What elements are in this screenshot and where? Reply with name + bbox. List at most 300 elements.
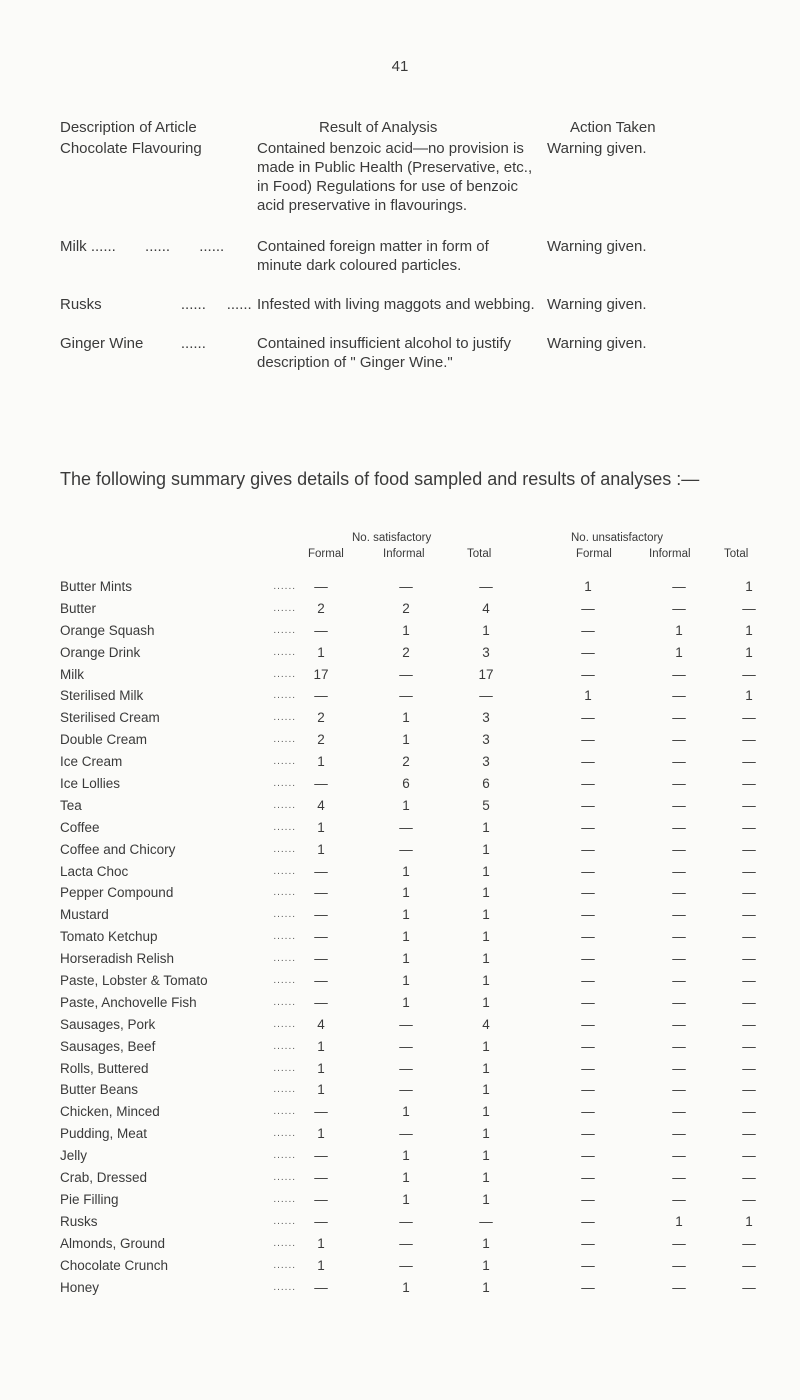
table-cell: — xyxy=(314,1191,328,1207)
table-cell: — xyxy=(581,1279,595,1295)
page-number: 41 xyxy=(391,58,409,75)
table-cell: — xyxy=(314,863,328,879)
dot-leader: ...... xyxy=(273,865,296,877)
dot-leader: ...... xyxy=(273,1040,296,1052)
table-cell: — xyxy=(581,1257,595,1273)
food-item-name: Horseradish Relish xyxy=(60,951,175,967)
table-cell: — xyxy=(672,929,686,945)
dot-leader: ...... xyxy=(273,1106,296,1118)
table-cell: — xyxy=(672,1104,686,1120)
dot-leader: ...... xyxy=(273,1150,296,1162)
table-cell: — xyxy=(581,776,595,792)
satisfactory-header: No. satisfactory xyxy=(352,532,432,544)
table-cell: — xyxy=(399,1038,413,1054)
table-cell: — xyxy=(581,644,595,660)
table-cell: — xyxy=(742,1082,756,1098)
table-row xyxy=(60,817,756,839)
table-cell: — xyxy=(314,1279,328,1295)
table-cell: 1 xyxy=(482,1170,490,1186)
analysis-header-row xyxy=(60,118,740,137)
table-cell: — xyxy=(581,1213,595,1229)
table-cell: 1 xyxy=(402,994,410,1010)
table-cell: 1 xyxy=(584,688,592,704)
food-item-name: Chocolate Crunch xyxy=(60,1257,169,1273)
dot-leader: ...... xyxy=(273,953,296,965)
table-row xyxy=(60,839,756,861)
dot-leader: ...... xyxy=(273,602,296,614)
table-cell: 1 xyxy=(402,951,410,967)
table-cell: — xyxy=(742,1104,756,1120)
analysis-result: Contained insufficient alcohol to justify description of " Ginger Wine." xyxy=(257,335,512,371)
table-cell: — xyxy=(742,929,756,945)
table-cell: 1 xyxy=(317,1060,325,1076)
table-cell: 1 xyxy=(675,1213,683,1229)
table-row xyxy=(60,1014,756,1036)
table-cell: — xyxy=(581,1082,595,1098)
dot-leader: ...... xyxy=(273,821,296,833)
analysis-result: Contained foreign matter in form of minute dark coloured particles. xyxy=(257,238,489,274)
dot-leader: ...... xyxy=(273,1062,296,1074)
table-row xyxy=(60,1233,756,1255)
table-cell: — xyxy=(581,863,595,879)
table-cell: 3 xyxy=(482,754,490,770)
dot-leader: ...... xyxy=(273,690,296,702)
table-cell: 1 xyxy=(482,1082,490,1098)
dot-leader: ...... xyxy=(273,1281,296,1293)
table-cell: 4 xyxy=(317,1016,325,1032)
table-cell: 1 xyxy=(317,1257,325,1273)
food-item-name: Ice Lollies xyxy=(60,776,121,792)
food-item-name: Crab, Dressed xyxy=(60,1170,148,1186)
table-cell: 1 xyxy=(482,841,490,857)
analysis-result: Contained benzoic acid—no provision is made in Public Health (Preservative, etc., in Food) Regulations for use of benzoic acid preservative in flavourings. xyxy=(257,140,533,214)
table-cell: — xyxy=(314,1148,328,1164)
table-row xyxy=(60,1036,756,1058)
table-cell: 1 xyxy=(402,885,410,901)
table-row xyxy=(60,970,756,992)
table-cell: — xyxy=(314,1213,328,1229)
table-cell: — xyxy=(581,1235,595,1251)
table-cell: 1 xyxy=(402,973,410,989)
table-row xyxy=(60,1167,756,1189)
table-cell: 1 xyxy=(584,579,592,594)
action-taken: Warning given. xyxy=(547,335,647,352)
table-cell: — xyxy=(742,776,756,792)
table-cell: — xyxy=(581,1126,595,1142)
action-taken: Warning given. xyxy=(547,296,647,313)
food-item-name: Sausages, Pork xyxy=(60,1016,156,1032)
table-cell: — xyxy=(742,1126,756,1142)
table-row xyxy=(60,729,756,751)
table-cell: — xyxy=(672,1235,686,1251)
dot-leader: ...... xyxy=(273,975,296,987)
table-cell: 1 xyxy=(317,644,325,660)
table-cell: — xyxy=(672,754,686,770)
table-cell: — xyxy=(399,1082,413,1098)
table-cell: — xyxy=(742,754,756,770)
table-row xyxy=(60,1211,753,1233)
food-item-name: Mustard xyxy=(60,907,109,923)
table-cell: — xyxy=(581,1016,595,1032)
table-row xyxy=(60,664,756,686)
table-cell: — xyxy=(314,579,328,594)
table-cell: — xyxy=(581,1060,595,1076)
table-cell: — xyxy=(581,885,595,901)
table-cell: 1 xyxy=(482,1257,490,1273)
table-cell: 1 xyxy=(402,863,410,879)
table-cell: — xyxy=(399,1016,413,1032)
table-cell: — xyxy=(672,1257,686,1273)
table-cell: 1 xyxy=(675,622,683,638)
table-cell: — xyxy=(672,951,686,967)
action-header: Action Taken xyxy=(570,119,656,136)
food-item-name: Butter Mints xyxy=(60,579,133,594)
food-item-name: Double Cream xyxy=(60,732,148,748)
table-row xyxy=(60,882,756,904)
food-item-name: Honey xyxy=(60,1279,100,1295)
table-cell: 2 xyxy=(317,732,325,748)
table-row xyxy=(60,773,756,795)
article-name: Rusks ...... ...... xyxy=(60,296,252,313)
table-cell: — xyxy=(742,819,756,835)
food-item-name: Sterilised Milk xyxy=(60,688,144,704)
table-cell: 1 xyxy=(402,1104,410,1120)
table-cell: 1 xyxy=(745,622,753,638)
table-cell: 6 xyxy=(482,776,490,792)
table-row xyxy=(60,598,756,620)
table-cell: — xyxy=(672,732,686,748)
table-cell: — xyxy=(742,885,756,901)
food-item-name: Rusks xyxy=(60,1213,98,1229)
dot-leader: ...... xyxy=(273,799,296,811)
table-cell: 1 xyxy=(482,929,490,945)
food-item-name: Tea xyxy=(60,797,82,813)
table-cell: 1 xyxy=(317,1082,325,1098)
food-item-name: Milk xyxy=(60,666,84,682)
table-cell: 1 xyxy=(317,1126,325,1142)
table-cell: — xyxy=(399,1060,413,1076)
table-row xyxy=(60,751,756,773)
table-cell: 1 xyxy=(482,1060,490,1076)
table-cell: 1 xyxy=(317,1038,325,1054)
table-cell: — xyxy=(479,688,493,704)
table-cell: — xyxy=(672,776,686,792)
table-cell: — xyxy=(742,710,756,726)
column-header: Informal xyxy=(383,548,425,560)
table-cell: 1 xyxy=(482,1104,490,1120)
table-cell: — xyxy=(742,863,756,879)
food-item-name: Orange Drink xyxy=(60,644,141,660)
table-cell: — xyxy=(672,710,686,726)
table-cell: — xyxy=(742,1038,756,1054)
table-cell: — xyxy=(672,841,686,857)
table-cell: 2 xyxy=(317,600,325,616)
table-cell: — xyxy=(581,907,595,923)
table-cell: — xyxy=(672,1060,686,1076)
dot-leader: ...... xyxy=(273,624,296,636)
dot-leader: ...... xyxy=(273,1237,296,1249)
food-item-name: Pepper Compound xyxy=(60,885,174,901)
food-item-name: Tomato Ketchup xyxy=(60,929,158,945)
table-cell: — xyxy=(399,841,413,857)
table-cell: — xyxy=(399,666,413,682)
table-cell: — xyxy=(672,994,686,1010)
table-cell: 4 xyxy=(482,600,490,616)
food-item-name: Sausages, Beef xyxy=(60,1038,156,1054)
article-name: Ginger Wine ...... xyxy=(60,335,206,352)
table-cell: 1 xyxy=(402,1148,410,1164)
dot-leader: ...... xyxy=(273,668,296,680)
table-cell: 1 xyxy=(402,1279,410,1295)
table-cell: 1 xyxy=(402,907,410,923)
table-cell: 3 xyxy=(482,710,490,726)
table-cell: — xyxy=(672,600,686,616)
table-cell: 4 xyxy=(317,797,325,813)
table-cell: 4 xyxy=(482,1016,490,1032)
table-cell: 1 xyxy=(482,885,490,901)
dot-leader: ...... xyxy=(273,887,296,899)
table-cell: — xyxy=(742,666,756,682)
table-cell: 1 xyxy=(745,1213,753,1229)
table-cell: — xyxy=(672,579,686,594)
table-cell: — xyxy=(581,819,595,835)
table-cell: 1 xyxy=(317,754,325,770)
table-row xyxy=(60,685,753,707)
table-cell: — xyxy=(581,622,595,638)
food-item-name: Paste, Anchovelle Fish xyxy=(60,994,197,1010)
table-cell: 2 xyxy=(402,600,410,616)
table-cell: — xyxy=(672,1082,686,1098)
table-cell: — xyxy=(314,951,328,967)
table-cell: — xyxy=(581,1104,595,1120)
table-cell: — xyxy=(399,579,413,594)
table-cell: — xyxy=(742,797,756,813)
table-cell: — xyxy=(672,1279,686,1295)
table-cell: 1 xyxy=(402,797,410,813)
dot-leader: ...... xyxy=(273,909,296,921)
table-cell: 2 xyxy=(402,754,410,770)
food-item-name: Butter xyxy=(60,600,97,616)
table-cell: — xyxy=(672,797,686,813)
table-cell: 1 xyxy=(482,1191,490,1207)
table-cell: 1 xyxy=(745,644,753,660)
table-cell: — xyxy=(314,776,328,792)
table-row xyxy=(60,642,753,664)
dot-leader: ...... xyxy=(273,778,296,790)
table-row xyxy=(60,1101,756,1123)
table-row xyxy=(60,576,753,598)
table-cell: — xyxy=(672,1170,686,1186)
table-cell: — xyxy=(742,1191,756,1207)
food-item-name: Sterilised Cream xyxy=(60,710,160,726)
table-cell: — xyxy=(742,732,756,748)
table-cell: 3 xyxy=(482,732,490,748)
table-cell: 1 xyxy=(402,1191,410,1207)
table-cell: — xyxy=(479,579,493,594)
analysis-row xyxy=(60,334,740,372)
table-cell: — xyxy=(399,1213,413,1229)
table-cell: — xyxy=(581,600,595,616)
summary-intro: The following summary gives details of food sampled and results of analyses :— xyxy=(60,469,700,489)
table-cell: — xyxy=(581,1191,595,1207)
dot-leader: ...... xyxy=(273,1084,296,1096)
table-cell: — xyxy=(581,841,595,857)
table-cell: — xyxy=(742,994,756,1010)
table-cell: 1 xyxy=(482,819,490,835)
dot-leader: ...... xyxy=(273,734,296,746)
table-cell: 5 xyxy=(482,797,490,813)
table-row xyxy=(60,1058,756,1080)
table-cell: 1 xyxy=(482,1038,490,1054)
table-cell: 1 xyxy=(482,863,490,879)
analysis-row xyxy=(60,237,740,275)
table-cell: 1 xyxy=(482,1279,490,1295)
dot-leader: ...... xyxy=(273,1018,296,1030)
table-cell: — xyxy=(742,1170,756,1186)
table-cell: — xyxy=(672,1148,686,1164)
table-cell: — xyxy=(672,863,686,879)
food-item-name: Orange Squash xyxy=(60,622,155,638)
unsatisfactory-header: No. unsatisfactory xyxy=(571,532,664,544)
table-cell: 17 xyxy=(313,666,329,682)
food-item-name: Coffee and Chicory xyxy=(60,841,176,857)
table-cell: — xyxy=(742,907,756,923)
table-row xyxy=(60,620,753,642)
article-name: Milk ...... ...... ...... xyxy=(60,238,225,255)
food-item-name: Chicken, Minced xyxy=(60,1104,160,1120)
analysis-result: Infested with living maggots and webbing. xyxy=(257,296,535,313)
column-header: Total xyxy=(467,548,492,560)
table-cell: — xyxy=(672,819,686,835)
description-header: Description of Article xyxy=(60,119,197,136)
table-cell: — xyxy=(672,885,686,901)
result-header: Result of Analysis xyxy=(319,119,438,136)
table-cell: — xyxy=(742,973,756,989)
table-cell: — xyxy=(742,1148,756,1164)
table-cell: — xyxy=(581,973,595,989)
table-cell: 1 xyxy=(402,710,410,726)
table-cell: — xyxy=(399,1235,413,1251)
table-cell: — xyxy=(742,1060,756,1076)
table-cell: 1 xyxy=(317,841,325,857)
article-name: Chocolate Flavouring xyxy=(60,140,202,157)
table-cell: — xyxy=(581,1148,595,1164)
table-cell: — xyxy=(742,1279,756,1295)
table-row xyxy=(60,1277,756,1299)
dot-leader: ...... xyxy=(273,1193,296,1205)
table-cell: 2 xyxy=(402,644,410,660)
table-row xyxy=(60,1189,756,1211)
table-cell: — xyxy=(314,1104,328,1120)
table-cell: — xyxy=(581,710,595,726)
table-cell: 1 xyxy=(402,622,410,638)
table-cell: — xyxy=(399,1126,413,1142)
table-cell: 17 xyxy=(478,666,494,682)
table-cell: 1 xyxy=(745,579,753,594)
table-cell: 1 xyxy=(402,929,410,945)
group-header-row xyxy=(60,532,750,548)
analysis-table xyxy=(60,118,740,390)
table-cell: — xyxy=(314,994,328,1010)
table-cell: — xyxy=(672,1191,686,1207)
table-cell: 1 xyxy=(745,688,753,704)
table-cell: — xyxy=(479,1213,493,1229)
column-header: Formal xyxy=(576,548,612,560)
column-header-row xyxy=(60,548,750,568)
table-cell: — xyxy=(742,1016,756,1032)
food-item-name: Jelly xyxy=(60,1148,88,1164)
table-cell: — xyxy=(672,1038,686,1054)
table-cell: — xyxy=(314,973,328,989)
food-item-name: Almonds, Ground xyxy=(60,1235,166,1251)
action-taken: Warning given. xyxy=(547,238,647,255)
table-cell: — xyxy=(314,885,328,901)
table-cell: 3 xyxy=(482,644,490,660)
dot-leader: ...... xyxy=(273,712,296,724)
table-cell: — xyxy=(399,819,413,835)
table-cell: — xyxy=(399,688,413,704)
table-cell: — xyxy=(742,600,756,616)
food-item-name: Butter Beans xyxy=(60,1082,139,1098)
table-cell: 1 xyxy=(482,622,490,638)
table-row xyxy=(60,795,756,817)
table-cell: — xyxy=(581,951,595,967)
table-cell: — xyxy=(742,951,756,967)
food-item-name: Ice Cream xyxy=(60,754,123,770)
table-cell: — xyxy=(672,1016,686,1032)
table-cell: — xyxy=(314,929,328,945)
table-cell: 1 xyxy=(482,1235,490,1251)
table-cell: 1 xyxy=(402,1170,410,1186)
column-header: Informal xyxy=(649,548,691,560)
analysis-row xyxy=(60,139,740,215)
table-cell: — xyxy=(581,929,595,945)
column-header: Formal xyxy=(308,548,344,560)
summary-rows xyxy=(60,576,756,1298)
dot-leader: ...... xyxy=(273,1215,296,1227)
table-row xyxy=(60,1145,756,1167)
table-cell: — xyxy=(314,622,328,638)
dot-leader: ...... xyxy=(273,996,296,1008)
food-item-name: Paste, Lobster & Tomato xyxy=(60,973,208,989)
table-cell: 1 xyxy=(402,732,410,748)
table-cell: — xyxy=(581,1170,595,1186)
table-cell: 1 xyxy=(482,994,490,1010)
table-cell: — xyxy=(581,994,595,1010)
table-cell: — xyxy=(672,688,686,704)
dot-leader: ...... xyxy=(273,1128,296,1140)
table-cell: — xyxy=(742,841,756,857)
food-item-name: Rolls, Buttered xyxy=(60,1060,149,1076)
table-cell: — xyxy=(672,907,686,923)
table-cell: 1 xyxy=(482,951,490,967)
table-row xyxy=(60,926,756,948)
summary-table xyxy=(60,532,756,1298)
table-cell: 1 xyxy=(675,644,683,660)
table-cell: — xyxy=(581,797,595,813)
table-row xyxy=(60,1123,756,1145)
food-item-name: Pie Filling xyxy=(60,1191,119,1207)
column-header: Total xyxy=(724,548,749,560)
table-row xyxy=(60,992,756,1014)
table-cell: 2 xyxy=(317,710,325,726)
table-cell: — xyxy=(581,754,595,770)
table-cell: 1 xyxy=(317,1235,325,1251)
dot-leader: ...... xyxy=(273,843,296,855)
table-cell: — xyxy=(581,1038,595,1054)
dot-leader: ...... xyxy=(273,581,296,592)
table-row xyxy=(60,948,756,970)
